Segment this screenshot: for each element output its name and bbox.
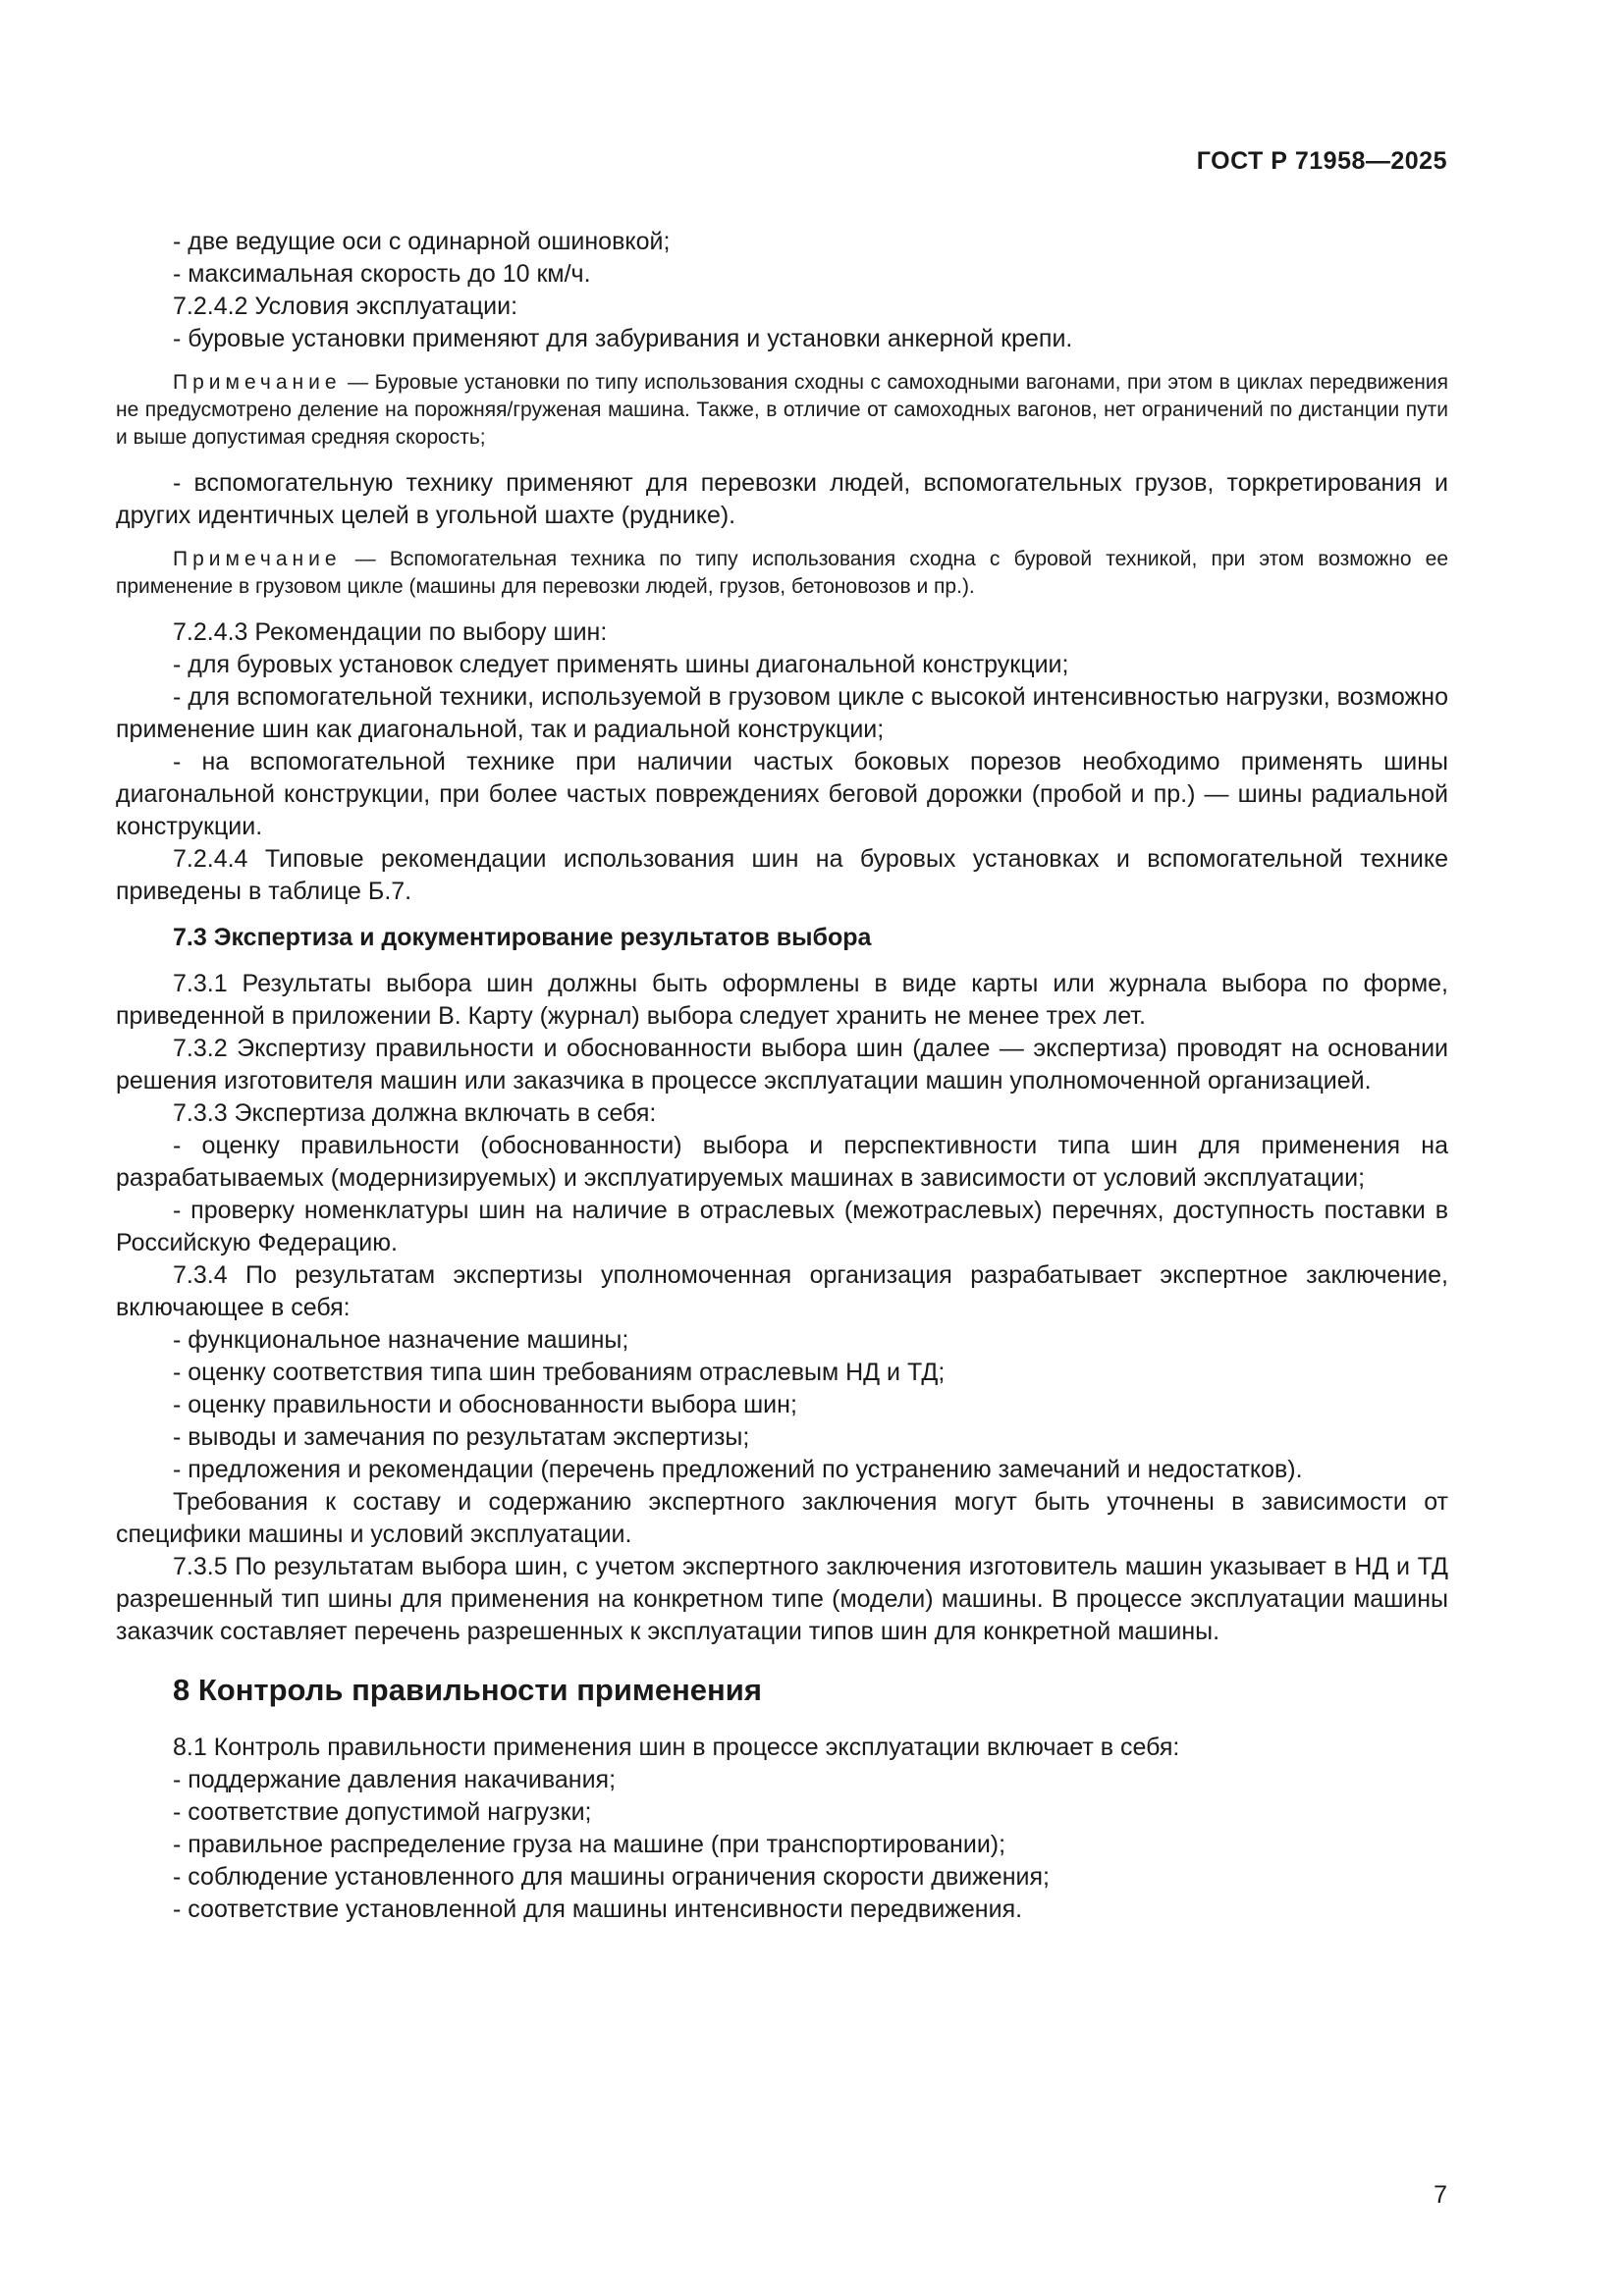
list-item: - оценку правильности (обоснованности) выбора и перспективности типа шин для применения на разрабатываемых (модернизируемых) и эксплуатируемых машинах в зависимости от условий эксплуатации; (116, 1132, 1448, 1192)
paragraph: 7.3.5 По результатам выбора шин, с учетом экспертного заключения изготовитель машин указывает в НД и ТД разрешенный тип шины для применения на конкретном типе (модели) машины. В процессе эксплуатации машины заказчик составляет перечень разрешенных к эксплуатации типов шин для конкретной машины. (116, 1553, 1448, 1645)
list-item: - поддержание давления накачивания; (173, 1766, 617, 1793)
list-item: - две ведущие оси с одинарной ошиновкой; (173, 228, 671, 255)
list-item: - оценку правильности и обоснованности выбора шин; (173, 1391, 797, 1418)
note-text: — Буровые установки по типу использования сходны с самоходными вагонами, при этом в циклах передвижения не предусмотрено деление на порожняя/груженая машина. Также, в отличие от самоходных вагонов, нет ограничений по дистанции пути и выше допустимая средняя скорость; (116, 371, 1448, 449)
document-header: ГОСТ Р 71958—2025 (1196, 147, 1447, 175)
paragraph: 7.2.4.4 Типовые рекомендации использования шин на буровых установках и вспомогательной технике приведены в таблице Б.7. (116, 845, 1448, 905)
list-item: - соответствие допустимой нагрузки; (173, 1798, 592, 1826)
page-number: 7 (1434, 2181, 1447, 2209)
section-heading-7-3: 7.3 Экспертиза и документирование результатов выбора (173, 924, 872, 951)
list-item: - выводы и замечания по результатам экспертизы; (173, 1423, 750, 1451)
list-item: - для буровых установок следует применять шины диагональной конструкции; (173, 651, 1069, 678)
list-item: - вспомогательную технику применяют для перевозки людей, вспомогательных грузов, торкретирования и других идентичных целей в угольной шахте (руднике). (116, 469, 1448, 529)
paragraph: 7.3.2 Экспертизу правильности и обоснованности выбора шин (далее — экспертиза) проводят на основании решения изготовителя машин или заказчика в процессе эксплуатации машин уполномоченной организацией. (116, 1035, 1448, 1095)
note-paragraph (116, 546, 1448, 601)
paragraph: 7.3.4 По результатам экспертизы уполномоченная организация разрабатывает экспертное заключение, включающее в себя: (116, 1261, 1448, 1321)
list-item: - предложения и рекомендации (перечень предложений по устранению замечаний и недостатков). (173, 1456, 1303, 1483)
subsection-heading: 7.2.4.2 Условия эксплуатации: (173, 293, 518, 320)
section-heading-8: 8 Контроль правильности применения (173, 1673, 762, 1707)
subsection-heading: 7.2.4.3 Рекомендации по выбору шин: (173, 618, 608, 646)
list-item: - для вспомогательной техники, используемой в грузовом цикле с высокой интенсивностью нагрузки, возможно применение шин как диагональной, так и радиальной конструкции; (116, 683, 1448, 743)
paragraph: 7.3.3 Экспертиза должна включать в себя: (173, 1099, 657, 1127)
list-item: - правильное распределение груза на машине (при транспортировании); (173, 1831, 1006, 1858)
note-paragraph (116, 369, 1448, 452)
list-item: - соблюдение установленного для машины ограничения скорости движения; (173, 1863, 1050, 1891)
document-body (116, 226, 1448, 1926)
list-item: - функциональное назначение машины; (173, 1326, 629, 1354)
note-label: Примечание (173, 548, 342, 570)
list-item: - максимальная скорость до 10 км/ч. (173, 260, 591, 288)
note-text: — Вспомогательная техника по типу использования сходна с буровой техникой, при этом возможно ее применение в грузовом цикле (машины для перевозки людей, грузов, бетоновозов и пр.). (116, 548, 1448, 598)
paragraph: Требования к составу и содержанию экспертного заключения могут быть уточнены в зависимости от специфики машины и условий эксплуатации. (116, 1488, 1448, 1548)
list-item: - соответствие установленной для машины интенсивности передвижения. (173, 1896, 1023, 1923)
note-label: Примечание (173, 371, 342, 394)
list-item: - на вспомогательной технике при наличии частых боковых порезов необходимо применять шины диагональной конструкции, при более частых повреждениях беговой дорожки (пробой и пр.) — шины радиальной конструкции. (116, 748, 1448, 840)
paragraph: 8.1 Контроль правильности применения шин в процессе эксплуатации включает в себя: (173, 1734, 1180, 1761)
list-item: - буровые установки применяют для забуривания и установки анкерной крепи. (173, 325, 1073, 352)
list-item: - оценку соответствия типа шин требованиям отраслевым НД и ТД; (173, 1359, 946, 1386)
paragraph: 7.3.1 Результаты выбора шин должны быть оформлены в виде карты или журнала выбора по форме, приведенной в приложении В. Карту (журнал) выбора следует хранить не менее трех лет. (116, 970, 1448, 1030)
list-item: - проверку номенклатуры шин на наличие в отраслевых (межотраслевых) перечнях, доступность поставки в Российскую Федерацию. (116, 1197, 1448, 1256)
